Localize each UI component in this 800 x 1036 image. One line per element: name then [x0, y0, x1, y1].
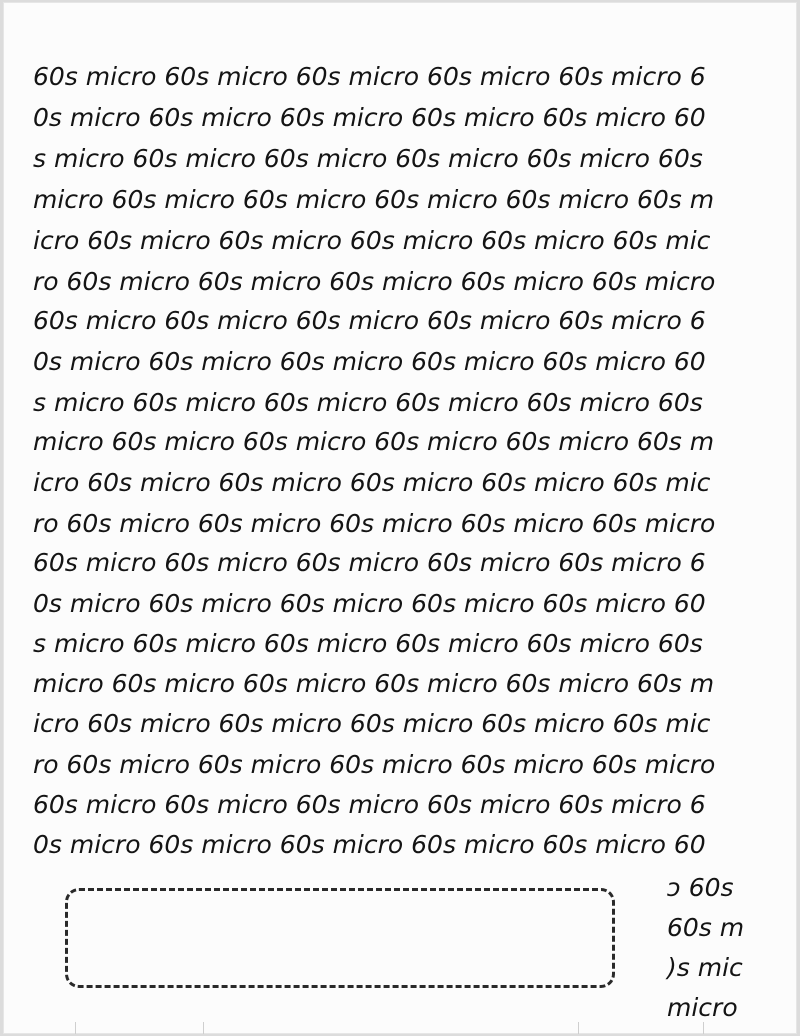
text-line: micro 60s micro 60s micro 60s micro 60s micro 60s m — [33, 185, 715, 214]
text-fragment: 60s m — [667, 913, 745, 942]
text-line: 0s micro 60s micro 60s micro 60s micro 60s micro 60 — [33, 830, 706, 859]
edge-notch — [578, 1022, 587, 1034]
text-line: s micro 60s micro 60s micro 60s micro 60s micro 60s — [33, 144, 703, 173]
text-line: s micro 60s micro 60s micro 60s micro 60s micro 60s — [33, 629, 703, 658]
text-line: 60s micro 60s micro 60s micro 60s micro 60s micro 6 — [33, 548, 706, 577]
text-line: micro 60s micro 60s micro 60s micro 60s micro 60s m — [33, 427, 715, 456]
text-line: ro 60s micro 60s micro 60s micro 60s micro 60s micro — [33, 509, 716, 538]
text-line: micro 60s micro 60s micro 60s micro 60s micro 60s m — [33, 669, 715, 698]
edge-notch — [703, 1022, 712, 1034]
text-line: icro 60s micro 60s micro 60s micro 60s micro 60s mic — [33, 709, 711, 738]
text-line: ro 60s micro 60s micro 60s micro 60s micro 60s micro — [33, 750, 716, 779]
text-line: ro 60s micro 60s micro 60s micro 60s micro 60s micro — [33, 267, 716, 296]
text-line: 0s micro 60s micro 60s micro 60s micro 60s micro 60 — [33, 347, 706, 376]
text-line: 60s micro 60s micro 60s micro 60s micro 60s micro 6 — [33, 306, 706, 335]
text-line: 0s micro 60s micro 60s micro 60s micro 60s micro 60 — [33, 103, 706, 132]
paper-sheet — [3, 2, 797, 1034]
text-line: 0s micro 60s micro 60s micro 60s micro 60s micro 60 — [33, 589, 706, 618]
text-line: 60s micro 60s micro 60s micro 60s micro 60s micro 6 — [33, 790, 706, 819]
text-line: 60s micro 60s micro 60s micro 60s micro 60s micro 6 — [33, 62, 706, 91]
text-fragment: )s mic — [667, 953, 743, 982]
text-line: icro 60s micro 60s micro 60s micro 60s micro 60s mic — [33, 226, 711, 255]
dashed-cutout-box — [65, 888, 615, 988]
text-line: icro 60s micro 60s micro 60s micro 60s micro 60s mic — [33, 468, 711, 497]
text-fragment: micro — [667, 993, 738, 1022]
text-fragment: ɔ 60s — [667, 873, 734, 902]
text-line: s micro 60s micro 60s micro 60s micro 60s micro 60s — [33, 388, 703, 417]
edge-notch — [203, 1022, 212, 1034]
edge-notch — [75, 1022, 84, 1034]
